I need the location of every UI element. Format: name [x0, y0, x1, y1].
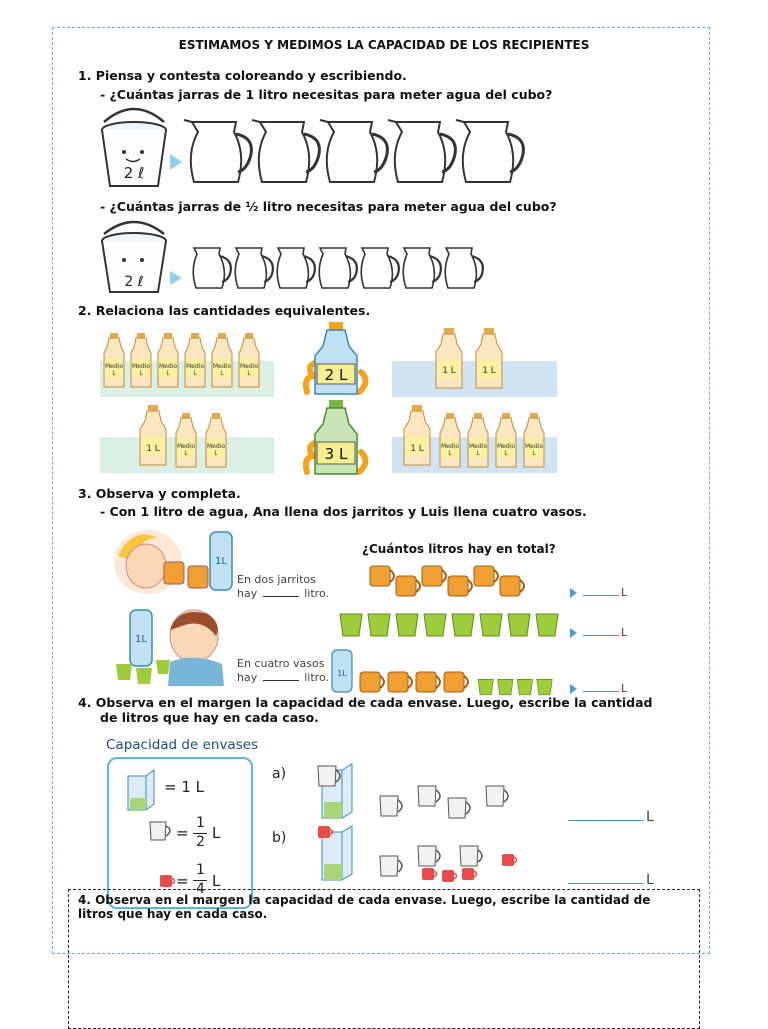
page-title: ESTIMAMOS Y MEDIMOS LA CAPACIDAD DE LOS RECIPIENTES: [178, 38, 590, 52]
svg-text:Medio: Medio: [524, 443, 544, 450]
q3-answer-2[interactable]: L: [570, 626, 627, 639]
luis-illustration: [112, 606, 242, 686]
eq-half-l: L: [212, 824, 221, 842]
q2-1l-bottles-row1: [436, 328, 516, 392]
svg-text:Medio: Medio: [206, 443, 226, 450]
eq-half-sign: =: [176, 824, 189, 842]
q2-heading: 2. Relaciona las cantidades equivalentes.: [78, 303, 371, 318]
svg-text:1 L: 1 L: [482, 366, 496, 376]
svg-text:L: L: [448, 450, 452, 457]
svg-text:1L: 1L: [337, 669, 347, 678]
big-bottle-2l: [303, 320, 373, 400]
q1-jugs-1l: [184, 118, 524, 198]
eq-quarter-num: 1: [196, 862, 205, 878]
eq-quarter-sign: =: [176, 872, 189, 890]
svg-text:L: L: [532, 450, 536, 457]
q3-question: ¿Cuántos litros hay en total?: [362, 542, 556, 556]
label-a: a): [272, 766, 287, 782]
q3-sub: - Con 1 litro de agua, Ana llena dos jarritos y Luis llena cuatro vasos.: [100, 504, 587, 519]
svg-text:L: L: [504, 450, 508, 457]
svg-text:L: L: [112, 370, 116, 377]
q4-repeat-line2: litros que hay en cada caso.: [78, 907, 268, 921]
carton-icon: [120, 768, 160, 810]
q4-a-containers: [318, 764, 528, 824]
q3-answer-1[interactable]: L: [570, 586, 627, 599]
q1-jugs-half: [188, 244, 498, 304]
big-bottle-3l: [303, 398, 373, 478]
svg-text:L: L: [139, 370, 143, 377]
ana-blank[interactable]: [263, 596, 299, 597]
luis-text2: hay litro.: [237, 671, 329, 684]
small-jug-icon: [148, 820, 178, 842]
q4-answer-b[interactable]: L: [566, 872, 654, 888]
svg-text:1 L: 1 L: [146, 444, 160, 454]
svg-text:Medio: Medio: [158, 363, 178, 370]
capacity-box-title: Capacidad de envases: [106, 737, 259, 753]
q4-b-containers: [318, 826, 528, 886]
q4-heading-line2: de litros que hay en cada caso.: [100, 710, 319, 725]
q1-sub1: - ¿Cuántas jarras de 1 litro necesitas para meter agua del cubo?: [100, 87, 553, 102]
svg-text:2 L: 2 L: [324, 366, 348, 384]
q2-mixed-bottles: [140, 405, 270, 469]
svg-text:Medio: Medio: [176, 443, 196, 450]
svg-text:L: L: [166, 370, 170, 377]
eq-quarter-l: L: [212, 872, 221, 890]
q1-sub2: - ¿Cuántas jarras de ½ litro necesitas para meter agua del cubo?: [100, 199, 557, 214]
svg-text:L: L: [220, 370, 224, 377]
q3-row-mixed: [330, 650, 570, 694]
svg-text:1 L: 1 L: [442, 366, 456, 376]
eq-quarter-den: 4: [196, 881, 205, 897]
svg-text:Medio: Medio: [239, 363, 259, 370]
luis-text1: En cuatro vasos: [237, 657, 325, 670]
svg-text:3 L: 3 L: [324, 445, 348, 463]
svg-text:L: L: [476, 450, 480, 457]
svg-text:Medio: Medio: [496, 443, 516, 450]
svg-text:L: L: [247, 370, 251, 377]
q3-heading: 3. Observa y completa.: [78, 486, 241, 501]
eq-half-num: 1: [196, 815, 205, 831]
svg-text:1L: 1L: [215, 556, 227, 567]
q4-repeat-line1: 4. Observa en el margen la capacidad de cada envase. Luego, escribe la cantidad de: [78, 893, 651, 907]
small-cup-icon: [158, 873, 178, 889]
q2-medio-bottles-row1: [104, 333, 274, 393]
svg-text:2 ℓ: 2 ℓ: [124, 274, 144, 290]
svg-text:Medio: Medio: [131, 363, 151, 370]
eq-half-den: 2: [196, 834, 205, 850]
svg-text:L: L: [184, 450, 188, 457]
q2-mixed-bottles-2: [404, 405, 564, 469]
label-b: b): [272, 830, 287, 846]
svg-text:Medio: Medio: [212, 363, 232, 370]
svg-text:L: L: [193, 370, 197, 377]
svg-text:1 L: 1 L: [410, 444, 424, 454]
ana-text1: En dos jarritos: [237, 573, 316, 586]
svg-text:Medio: Medio: [468, 443, 488, 450]
q4-answer-a[interactable]: L: [566, 809, 654, 825]
svg-text:Medio: Medio: [104, 363, 124, 370]
svg-text:L: L: [214, 450, 218, 457]
luis-blank[interactable]: [263, 680, 299, 681]
svg-text:Medio: Medio: [185, 363, 205, 370]
ana-illustration: [112, 526, 242, 596]
svg-text:1L: 1L: [135, 634, 147, 645]
q3-row-jarritos: [370, 562, 550, 602]
q1-heading: 1. Piensa y contesta coloreando y escribiendo.: [78, 68, 407, 83]
q3-row-vasos: [340, 612, 570, 642]
ana-text2: hay litro.: [237, 587, 329, 600]
svg-text:Medio: Medio: [440, 443, 460, 450]
q3-answer-3[interactable]: L: [570, 682, 627, 695]
eq-1l: = 1 L: [164, 778, 205, 796]
q4-heading-line1: 4. Observa en el margen la capacidad de cada envase. Luego, escribe la cantidad: [78, 695, 653, 710]
bucket-label: 2 ℓ: [123, 164, 145, 182]
